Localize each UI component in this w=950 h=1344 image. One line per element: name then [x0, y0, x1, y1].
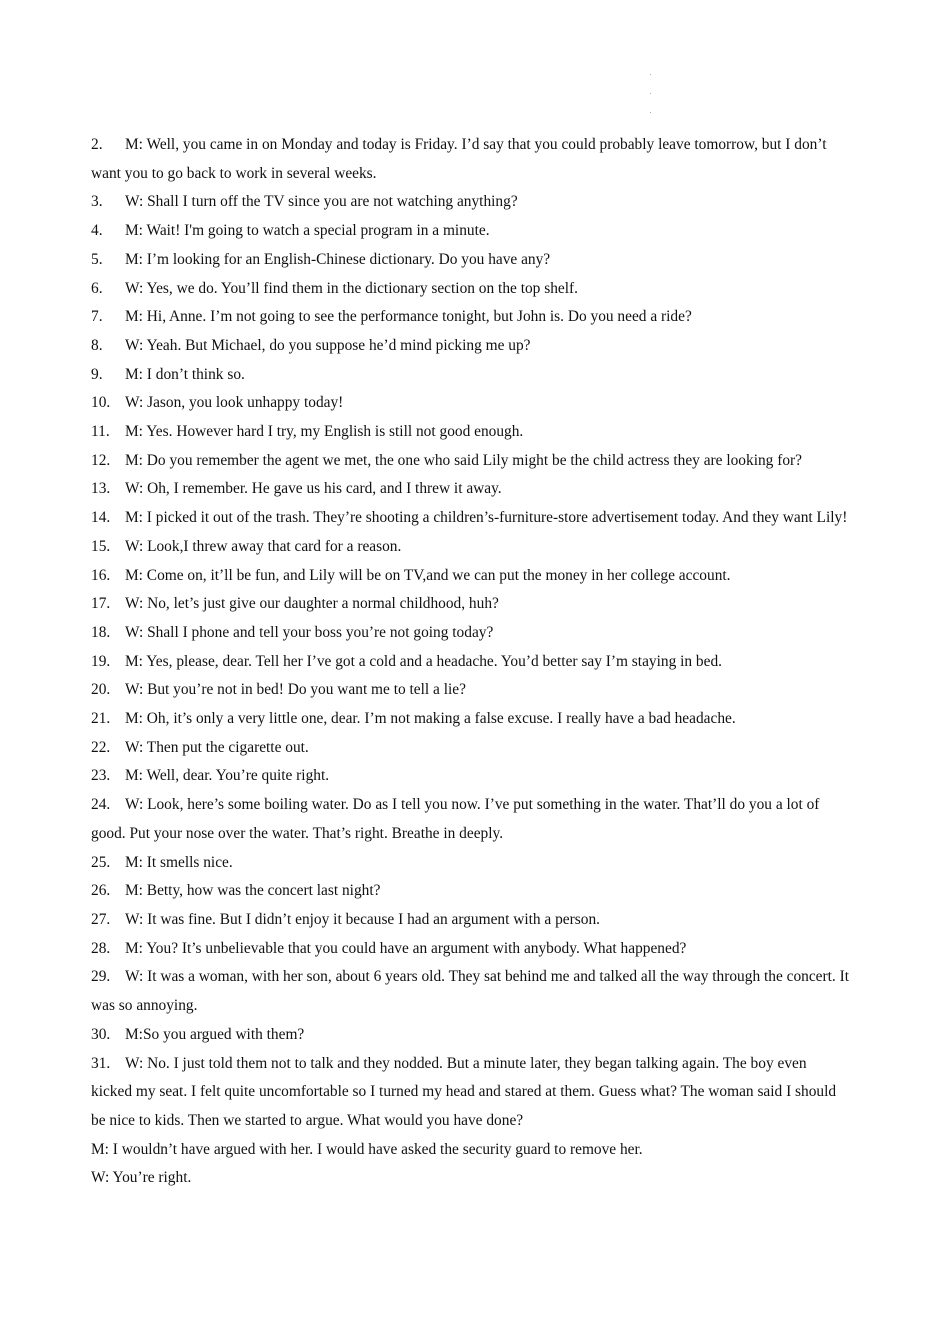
line-number: 7. — [91, 308, 103, 326]
transcript-line — [91, 1050, 851, 1136]
transcript-line — [91, 303, 851, 332]
line-text: M: You? It’s unbelievable that you could have an argument with anybody. What happened? — [125, 939, 687, 957]
line-number: 5. — [91, 250, 103, 268]
transcript-line — [91, 275, 851, 304]
line-number: 30. — [91, 1025, 111, 1043]
transcript-line — [91, 849, 851, 878]
line-text: W: Look,I threw away that card for a reason. — [125, 537, 402, 555]
transcript-line — [91, 475, 851, 504]
transcript-line — [91, 590, 851, 619]
dot-mark — [650, 112, 651, 113]
transcript-line — [91, 418, 851, 447]
line-text: M: Yes, please, dear. Tell her I’ve got a cold and a headache. You’d better say I’m staying in bed. — [125, 652, 722, 670]
line-text: W: It was fine. But I didn’t enjoy it because I had an argument with a person. — [125, 910, 600, 928]
transcript-line — [91, 906, 851, 935]
transcript-line — [91, 332, 851, 361]
transcript-line — [91, 648, 851, 677]
line-text: W: No, let’s just give our daughter a normal childhood, huh? — [125, 595, 499, 613]
line-text: W: Look, here’s some boiling water. Do as I tell you now. I’ve put something in the water. That’ll do you a lot of good. Put your nose over the water. That’s right. Breathe in deeply. — [91, 796, 820, 842]
transcript-line — [91, 877, 851, 906]
line-number: 27. — [91, 910, 111, 928]
transcript-line — [91, 447, 851, 476]
line-number: 26. — [91, 882, 111, 900]
line-number: 13. — [91, 480, 111, 498]
trailing-line: M: I wouldn’t have argued with her. I would have asked the security guard to remove her. — [91, 1140, 643, 1158]
line-text: M: I picked it out of the trash. They’re shooting a children’s-furniture-store advertisement today. And they want Lily! — [125, 509, 848, 527]
transcript-line — [91, 734, 851, 763]
line-number: 17. — [91, 595, 111, 613]
dot-mark — [650, 74, 651, 75]
transcript-line — [91, 705, 851, 734]
line-number: 19. — [91, 652, 111, 670]
line-text: M: Well, you came in on Monday and today is Friday. I’d say that you could probably leave tomorrow, but I don’t want you to go back to work in several weeks. — [91, 136, 827, 182]
line-number: 28. — [91, 939, 111, 957]
line-text: M: Come on, it’ll be fun, and Lily will be on TV,and we can put the money in her college account. — [125, 566, 731, 584]
transcript-line — [91, 619, 851, 648]
line-number: 8. — [91, 336, 103, 354]
transcript-line — [91, 963, 851, 1020]
line-number: 15. — [91, 537, 111, 555]
line-text: M: Oh, it’s only a very little one, dear. I’m not making a false excuse. I really have a bad headache. — [125, 710, 736, 728]
line-text: M: It smells nice. — [125, 853, 233, 871]
line-number: 10. — [91, 394, 111, 412]
line-text: M: I’m looking for an English-Chinese dictionary. Do you have any? — [125, 250, 551, 268]
line-text: M: Do you remember the agent we met, the one who said Lily might be the child actress they are looking for? — [125, 451, 802, 469]
trailing-line: W: You’re right. — [91, 1169, 192, 1187]
line-text: W: It was a woman, with her son, about 6 years old. They sat behind me and talked all the way through the concert. It was so annoying. — [91, 968, 850, 1015]
line-text: W: But you’re not in bed! Do you want me to tell a lie? — [125, 681, 466, 699]
line-text: M: Yes. However hard I try, my English is still not good enough. — [125, 423, 524, 441]
line-number: 12. — [91, 451, 111, 469]
dot-mark — [650, 93, 651, 94]
line-number: 2. — [91, 136, 103, 153]
line-text: M: I don’t think so. — [125, 365, 245, 383]
transcript-line — [91, 762, 851, 791]
line-number: 18. — [91, 623, 111, 641]
line-number: 20. — [91, 681, 111, 699]
line-number: 14. — [91, 509, 111, 527]
transcript-line — [91, 217, 851, 246]
line-text: M:So you argued with them? — [125, 1025, 305, 1043]
line-number: 4. — [91, 222, 103, 240]
transcript-line — [91, 188, 851, 217]
transcript-line — [91, 504, 851, 533]
transcript-line — [91, 676, 851, 705]
line-text: W: Yes, we do. You’ll find them in the dictionary section on the top shelf. — [125, 279, 578, 297]
transcript-line — [91, 131, 851, 188]
line-number: 31. — [91, 1054, 111, 1072]
transcript-line — [91, 361, 851, 390]
line-text: W: Oh, I remember. He gave us his card, and I threw it away. — [125, 480, 502, 498]
transcript-line — [91, 791, 851, 848]
line-text: W: Shall I phone and tell your boss you’re not going today? — [125, 623, 494, 641]
line-number: 24. — [91, 796, 111, 814]
line-text: M: Hi, Anne. I’m not going to see the performance tonight, but John is. Do you need a ride? — [125, 308, 692, 326]
line-number: 21. — [91, 710, 111, 728]
line-text: M: Well, dear. You’re quite right. — [125, 767, 330, 785]
line-text: W: Jason, you look unhappy today! — [125, 394, 344, 412]
line-text: M: Wait! I'm going to watch a special program in a minute. — [125, 222, 490, 240]
transcript-body — [91, 131, 851, 1193]
line-number: 23. — [91, 767, 111, 785]
transcript-line — [91, 533, 851, 562]
line-number: 22. — [91, 738, 111, 756]
line-text: W: Then put the cigarette out. — [125, 738, 309, 756]
transcript-line — [91, 1021, 851, 1050]
line-number: 6. — [91, 279, 103, 297]
line-number: 3. — [91, 193, 103, 211]
line-number: 9. — [91, 365, 103, 383]
decorative-dots — [650, 74, 654, 131]
line-text: M: Betty, how was the concert last night? — [125, 882, 381, 900]
line-number: 11. — [91, 423, 110, 441]
line-number: 25. — [91, 853, 111, 871]
line-text: W: No. I just told them not to talk and they nodded. But a minute later, they began talking again. The boy even kicked my seat. I felt quite uncomfortable so I turned my head and stared at them. Guess what? The woman said I should be nice to kids. Then we started to argue. What would you have done? — [91, 1054, 837, 1129]
line-text: W: Shall I turn off the TV since you are not watching anything? — [125, 193, 518, 211]
transcript-line — [91, 562, 851, 591]
line-number: 16. — [91, 566, 111, 584]
transcript-line — [91, 246, 851, 275]
transcript-line — [91, 935, 851, 964]
line-number: 29. — [91, 968, 111, 986]
transcript-line — [91, 389, 851, 418]
line-text: W: Yeah. But Michael, do you suppose he’d mind picking me up? — [125, 336, 531, 354]
